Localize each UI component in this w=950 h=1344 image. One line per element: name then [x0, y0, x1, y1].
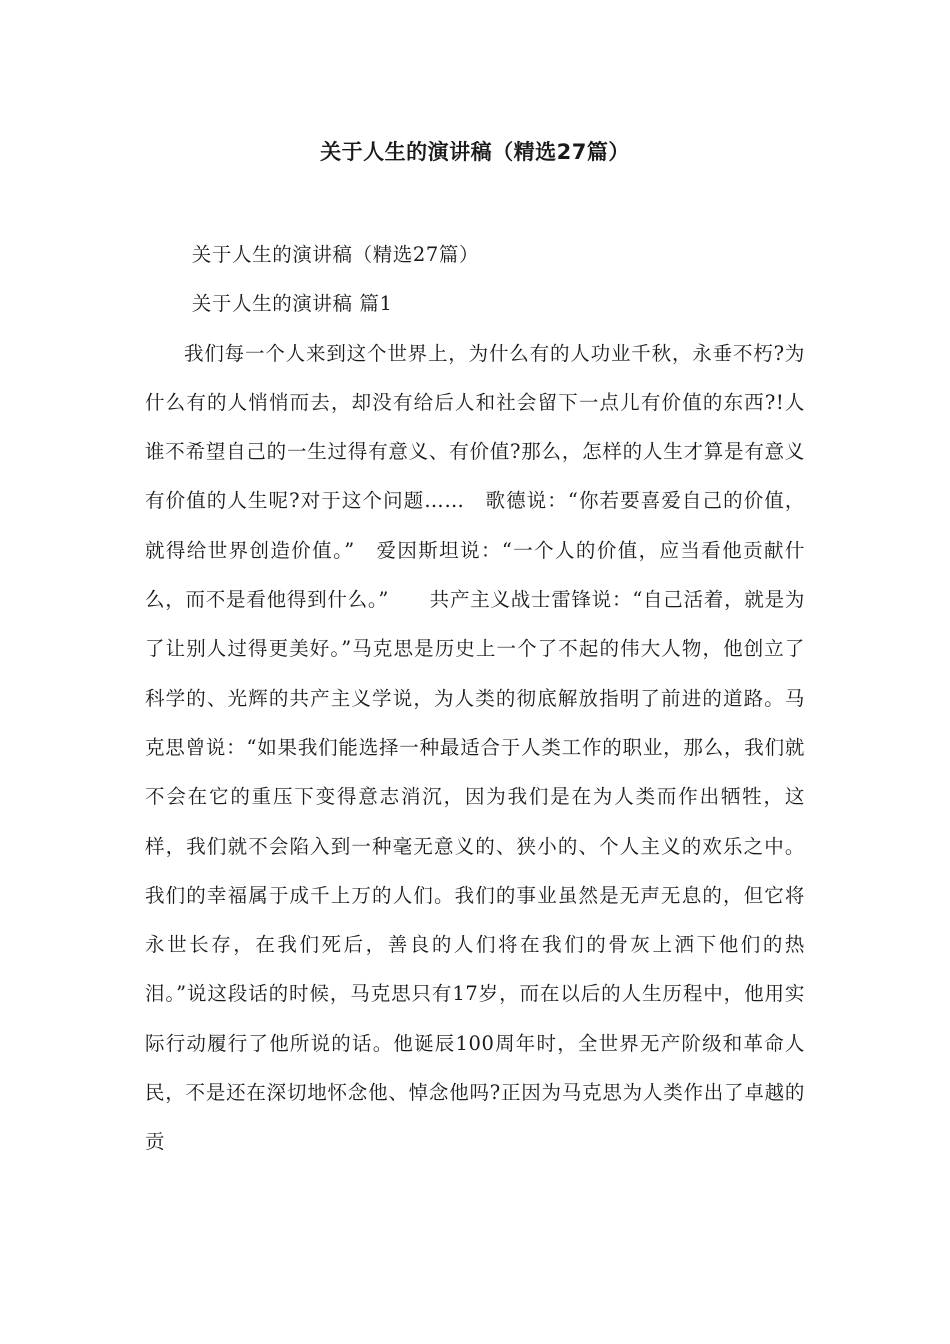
document-subtitle: 关于人生的演讲稿（精选27篇）: [191, 243, 480, 266]
body-paragraph: 我们每一个人来到这个世界上，为什么有的人功业千秋，永垂不朽?为什么有的人悄悄而去，却没有给后人和社会留下一点儿有价值的东西?!人谁不希望自己的一生过得有意义、有价值?那么，怎样的人生才算是有意义有价值的人生呢?对于这个问题…… 歌德说：“你若要喜爱自己的价值，就得给世界创造价值。” 爱因斯坦说：“一个人的价值，应当看他贡献什么，而不是看他得到什么。” 共产主义战士雷锋说：“自己活着，就是为了让别人过得更美好。”马克思是历史上一个了不起的伟大人物，他创立了科学的、光辉的共产主义学说，为人类的彻底解放指明了前进的道路。马克思曾说：“如果我们能选择一种最适合于人类工作的职业，那么，我们就不会在它的重压下变得意志消沉，因为我们是在为人类而作出牺牲，这样，我们就不会陷入到一种毫无意义的、狭小的、个人主义的欢乐之中。我们的幸福属于成千上万的人们。我们的事业虽然是无声无息的，但它将永世长存，在我们死后，善良的人们将在我们的骨灰上洒下他们的热泪。”说这段话的时候，马克思只有17岁，而在以后的人生历程中，他用实际行动履行了他所说的话。他诞辰100周年时，全世界无产阶级和革命人民，不是还在深切地怀念他、悼念他吗?正因为马克思为人类作出了卓越的贡: [145, 341, 805, 1154]
document-body: [145, 230, 805, 1167]
document-title: 关于人生的演讲稿（精选27篇）: [320, 140, 630, 164]
section-heading: 关于人生的演讲稿 篇1: [191, 292, 393, 316]
